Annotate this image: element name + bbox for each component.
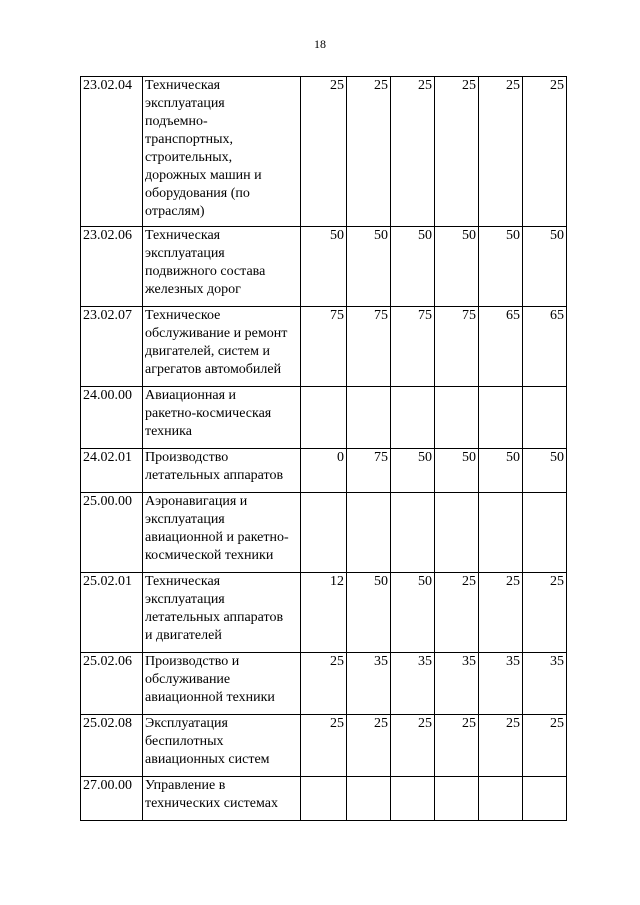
specialty-code: 24.02.01	[81, 449, 143, 493]
specialty-name-line: Производство и	[145, 654, 240, 669]
value-cell: 25	[301, 715, 347, 777]
value-cell: 35	[347, 653, 391, 715]
value-cell: 25	[391, 77, 435, 227]
value-cell	[479, 493, 523, 573]
specialty-name-line: обслуживание	[145, 672, 231, 687]
specialty-name-line: Техническое	[145, 308, 221, 323]
specialty-name-line: технических системах	[145, 796, 278, 811]
table-row	[81, 715, 567, 777]
value-cell: 25	[391, 715, 435, 777]
specialty-name	[143, 573, 301, 653]
value-cell	[347, 777, 391, 821]
specialty-name	[143, 653, 301, 715]
value-cell	[479, 387, 523, 449]
value-cell: 50	[435, 449, 479, 493]
specialty-name-line: беспилотных	[145, 734, 224, 749]
value-cell: 75	[391, 307, 435, 387]
value-cell: 25	[479, 573, 523, 653]
specialty-name-line: летательных аппаратов	[145, 468, 284, 483]
specialty-code: 23.02.04	[81, 77, 143, 227]
value-cell: 50	[391, 449, 435, 493]
value-cell: 12	[301, 573, 347, 653]
value-cell: 25	[301, 77, 347, 227]
specialty-name-line: ракетно-космическая	[145, 406, 272, 421]
specialty-name-line: эксплуатация	[145, 592, 225, 607]
value-cell	[435, 493, 479, 573]
table-row	[81, 777, 567, 821]
table-row	[81, 387, 567, 449]
value-cell	[391, 777, 435, 821]
specialty-name-line: агрегатов автомобилей	[145, 362, 282, 377]
value-cell	[435, 777, 479, 821]
specialty-code: 27.00.00	[81, 777, 143, 821]
value-cell: 25	[435, 573, 479, 653]
specialty-name-line: Производство	[145, 450, 229, 465]
table-row	[81, 227, 567, 307]
value-cell	[479, 777, 523, 821]
table-row	[81, 77, 567, 227]
value-cell: 50	[347, 573, 391, 653]
specialty-name-line: эксплуатация	[145, 246, 225, 261]
value-cell	[301, 387, 347, 449]
specialty-name-line: строительных,	[145, 150, 233, 165]
specialty-name-line: Авиационная и	[145, 388, 237, 403]
specialty-name-line: авиационной и ракетно-	[145, 530, 289, 545]
table-body	[81, 77, 567, 821]
page-number: 18	[314, 37, 326, 51]
value-cell: 50	[347, 227, 391, 307]
specialty-code: 25.02.08	[81, 715, 143, 777]
specialty-name	[143, 449, 301, 493]
specialty-name-line: Аэронавигация и	[145, 494, 248, 509]
specialty-name-line: Техническая	[145, 574, 221, 589]
specialty-name-line: подвижного состава	[145, 264, 266, 279]
value-cell: 50	[391, 227, 435, 307]
specialty-name	[143, 77, 301, 227]
specialties-table	[80, 76, 567, 821]
value-cell: 75	[347, 449, 391, 493]
specialty-code: 23.02.07	[81, 307, 143, 387]
value-cell: 50	[479, 227, 523, 307]
value-cell	[391, 493, 435, 573]
value-cell	[435, 387, 479, 449]
specialty-name-line: железных дорог	[145, 282, 241, 297]
value-cell	[347, 493, 391, 573]
specialty-name-line: Управление в	[145, 778, 226, 793]
value-cell: 50	[523, 227, 567, 307]
specialty-name	[143, 227, 301, 307]
value-cell: 75	[435, 307, 479, 387]
specialty-code: 25.02.06	[81, 653, 143, 715]
value-cell: 50	[435, 227, 479, 307]
specialty-name	[143, 307, 301, 387]
value-cell: 25	[435, 715, 479, 777]
specialty-name-line: дорожных машин и	[145, 168, 262, 183]
table-row	[81, 307, 567, 387]
specialty-name-line: эксплуатация	[145, 512, 225, 527]
value-cell: 25	[523, 573, 567, 653]
value-cell: 50	[523, 449, 567, 493]
specialty-name-line: летательных аппаратов	[145, 610, 284, 625]
value-cell	[391, 387, 435, 449]
value-cell	[301, 493, 347, 573]
specialty-name-line: эксплуатация	[145, 96, 225, 111]
specialty-name	[143, 715, 301, 777]
specialty-name	[143, 387, 301, 449]
value-cell: 0	[301, 449, 347, 493]
specialty-name	[143, 493, 301, 573]
specialty-name-line: авиационных систем	[145, 752, 270, 767]
value-cell	[347, 387, 391, 449]
table-row	[81, 573, 567, 653]
specialty-name-line: Техническая	[145, 228, 221, 243]
specialty-name-line: двигателей, систем и	[145, 344, 270, 359]
value-cell: 25	[347, 77, 391, 227]
value-cell: 35	[435, 653, 479, 715]
specialty-name	[143, 777, 301, 821]
value-cell	[523, 493, 567, 573]
specialty-name-line: авиационной техники	[145, 690, 275, 705]
table-row	[81, 493, 567, 573]
value-cell: 25	[523, 715, 567, 777]
value-cell: 75	[347, 307, 391, 387]
value-cell: 50	[301, 227, 347, 307]
specialty-name-line: космической техники	[145, 548, 274, 563]
specialty-name-line: обслуживание и ремонт	[145, 326, 288, 341]
value-cell: 25	[523, 77, 567, 227]
table-row	[81, 449, 567, 493]
value-cell: 50	[391, 573, 435, 653]
value-cell: 25	[479, 77, 523, 227]
specialty-name-line: Эксплуатация	[145, 716, 228, 731]
specialty-name-line: и двигателей	[145, 628, 222, 643]
value-cell: 65	[523, 307, 567, 387]
value-cell: 25	[347, 715, 391, 777]
value-cell: 25	[479, 715, 523, 777]
specialty-name-line: подъемно-	[145, 114, 208, 129]
value-cell	[523, 777, 567, 821]
value-cell: 75	[301, 307, 347, 387]
specialty-name-line: Техническая	[145, 78, 221, 93]
specialty-code: 23.02.06	[81, 227, 143, 307]
specialty-name-line: оборудования (по	[145, 186, 250, 201]
specialty-code: 25.00.00	[81, 493, 143, 573]
specialty-name-line: техника	[145, 424, 192, 439]
value-cell: 35	[523, 653, 567, 715]
value-cell: 25	[435, 77, 479, 227]
specialty-code: 25.02.01	[81, 573, 143, 653]
value-cell: 35	[391, 653, 435, 715]
value-cell	[301, 777, 347, 821]
value-cell: 65	[479, 307, 523, 387]
table-row	[81, 653, 567, 715]
value-cell: 35	[479, 653, 523, 715]
specialty-name-line: транспортных,	[145, 132, 234, 147]
value-cell: 50	[479, 449, 523, 493]
value-cell	[523, 387, 567, 449]
specialty-code: 24.00.00	[81, 387, 143, 449]
specialty-name-line: отраслям)	[145, 204, 205, 219]
value-cell: 25	[301, 653, 347, 715]
